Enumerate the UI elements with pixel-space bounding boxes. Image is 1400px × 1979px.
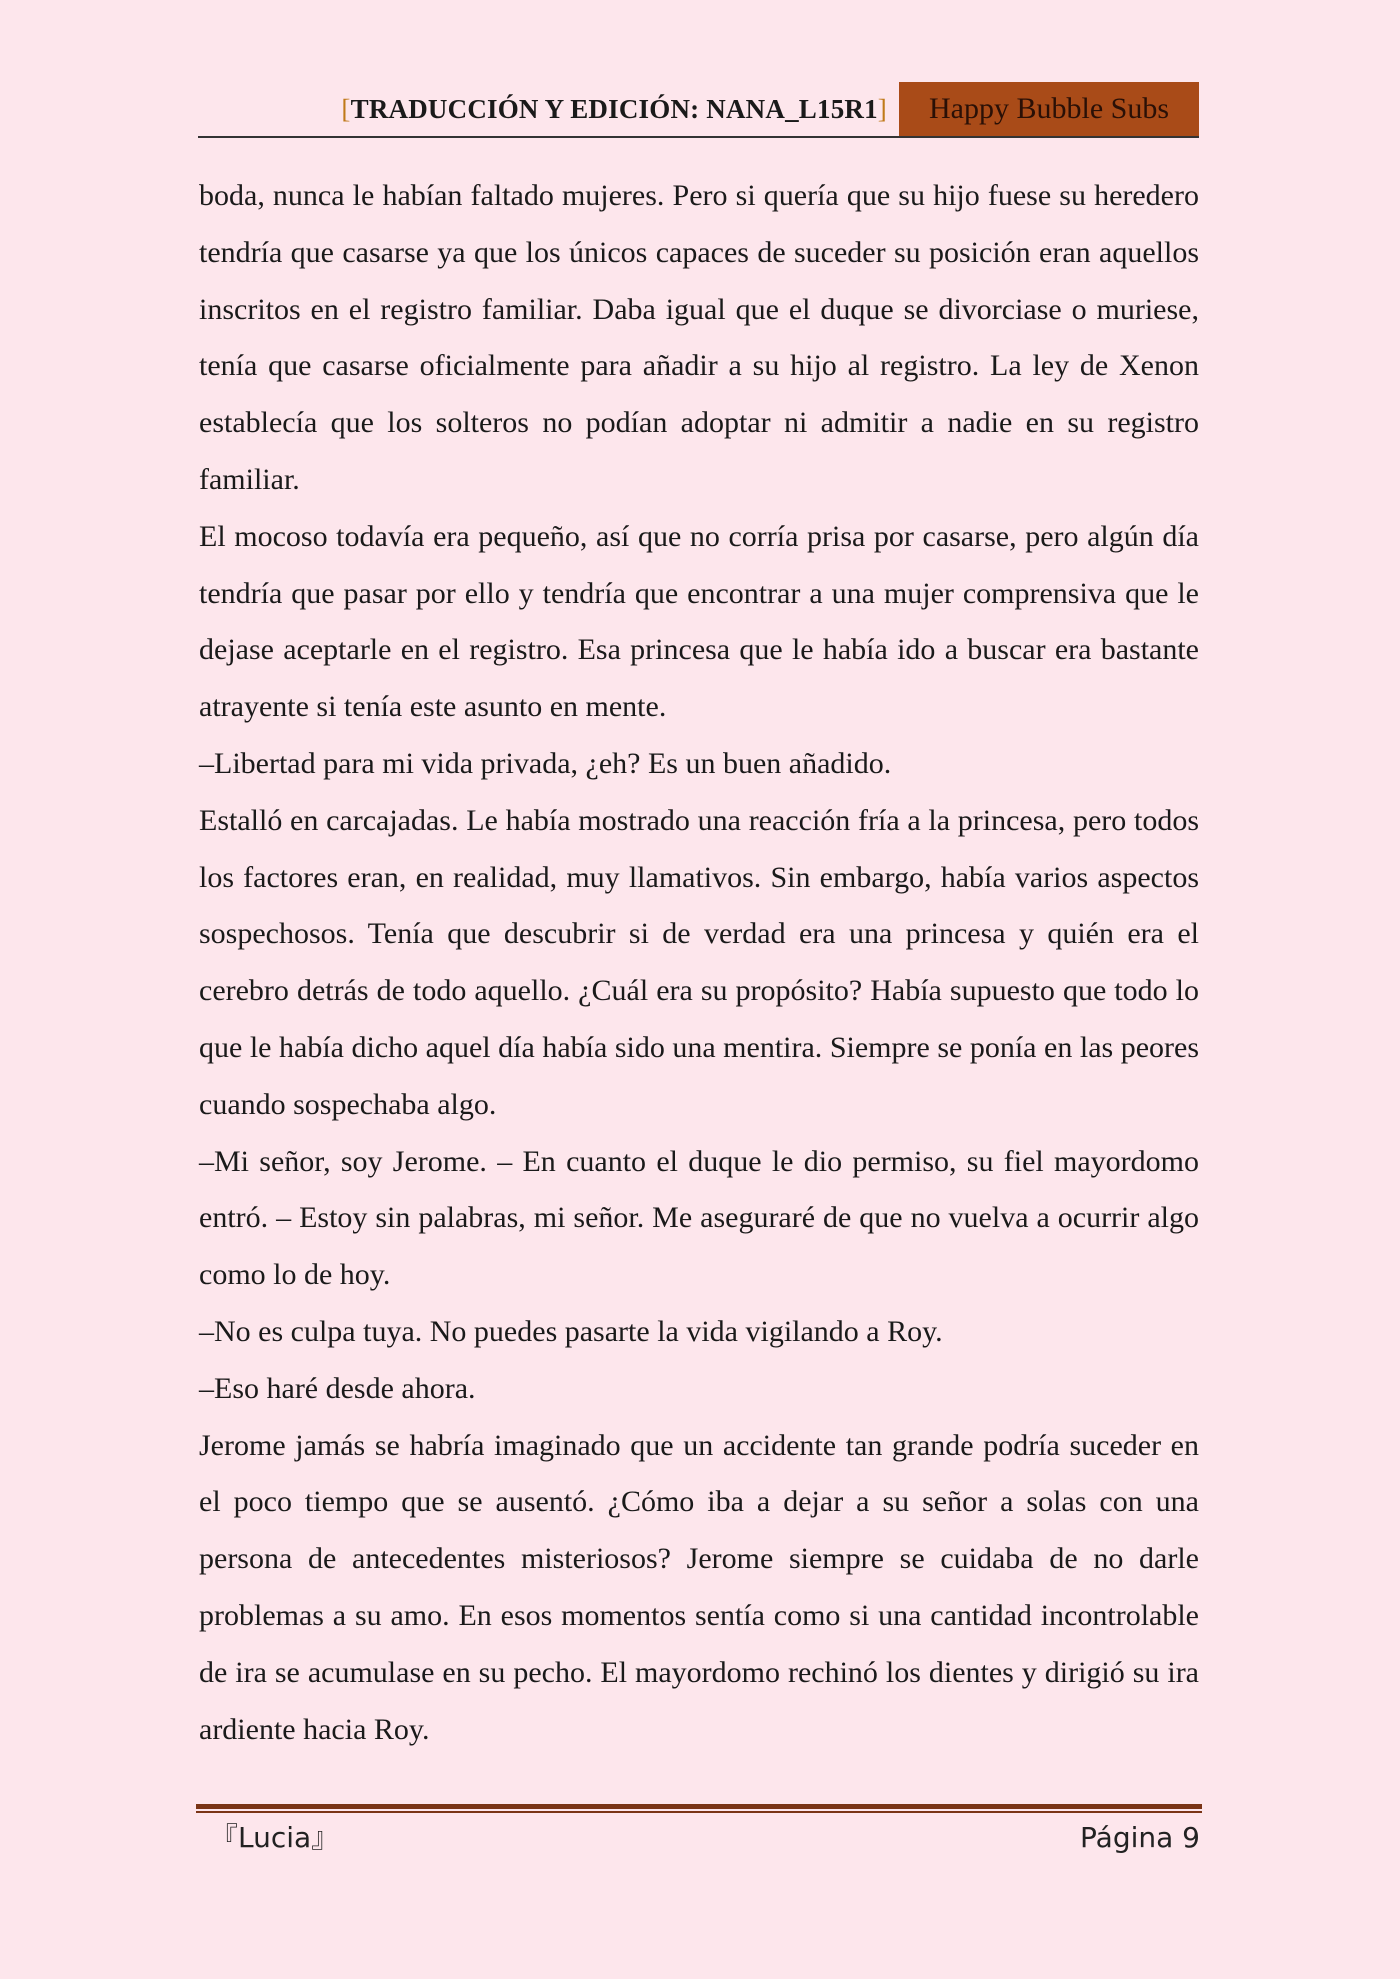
header-divider (198, 136, 1199, 138)
page-header (198, 82, 1199, 138)
credit-bracket-close: ] (877, 93, 887, 124)
paragraph: –Libertad para mi vida privada, ¿eh? Es un buen añadido. (199, 746, 892, 780)
footer-divider-thin (196, 1811, 1202, 1813)
paragraph: Estalló en carcajadas. Le había mostrado una reacción fría a la princesa, pero todos los factores eran, en realidad, muy llamativos. Sin embargo, había varios aspectos sospechosos. Tenía que descubrir si de verdad era una princesa y quién era el cerebro detrás de todo aquello. ¿Cuál era su propósito? Había supuesto que todo lo que le había dicho aquel día había sido una mentira. Siempre se ponía en las peores cuando sospechaba algo. (199, 803, 1199, 1121)
paragraph: –Eso haré desde ahora. (199, 1371, 476, 1405)
paragraph: El mocoso todavía era pequeño, así que no corría prisa por casarse, pero algún día tendría que pasar por ello y tendría que encontrar a una mujer comprensiva que le dejase aceptarle en el registro. Esa princesa que le había ido a buscar era bastante atrayente si tenía este asunto en mente. (199, 519, 1199, 724)
group-name-label: Happy Bubble Subs (899, 82, 1199, 136)
paragraph: Jerome jamás se habría imaginado que un accidente tan grande podría suceder en el poco tiempo que se ausentó. ¿Cómo iba a dejar a su señor a solas con una persona de antecedentes misteriosos? Jerome siempre se cuidaba de no darle problemas a su amo. En esos momentos sentía como si una cantidad incontrolable de ira se acumulase en su pecho. El mayordomo rechinó los dientes y dirigió su ira ardiente hacia Roy. (199, 1428, 1199, 1746)
page-body (199, 168, 1199, 1758)
credit-text: TRADUCCIÓN Y EDICIÓN: NANA_L15R1 (350, 93, 878, 124)
paragraph: boda, nunca le habían faltado mujeres. Pero si quería que su hijo fuese su heredero tendría que casarse ya que los únicos capaces de suceder su posición eran aquellos inscritos en el registro familiar. Daba igual que el duque se divorciase o muriese, tenía que casarse oficialmente para añadir a su hijo al registro. La ley de Xenon establecía que los solteros no podían adoptar ni admitir a nadie en su registro familiar. (199, 179, 1199, 496)
credit-bracket-open: [ (341, 93, 351, 124)
paragraph: –No es culpa tuya. No puedes pasarte la vida vigilando a Roy. (199, 1314, 943, 1348)
footer-page-number: Página 9 (1080, 1821, 1200, 1854)
paragraph: –Mi señor, soy Jerome. – En cuanto el duque le dio permiso, su fiel mayordomo entró. – Estoy sin palabras, mi señor. Me aseguraré de que no vuelva a ocurrir algo como lo de hoy. (199, 1144, 1199, 1292)
footer-divider-thick (196, 1804, 1202, 1809)
translation-credit (198, 82, 899, 136)
footer-book-title: 『Lucia』 (210, 1821, 340, 1854)
